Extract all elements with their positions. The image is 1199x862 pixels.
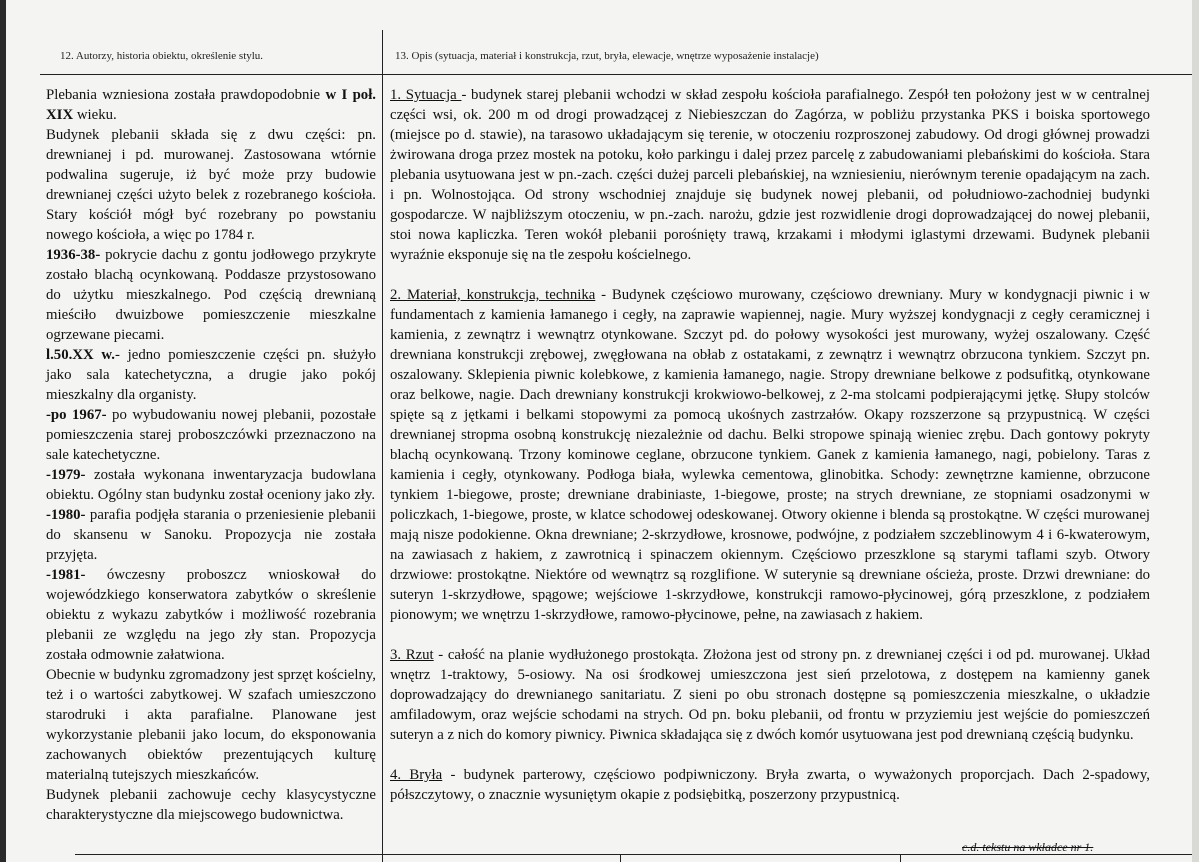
- history-date-label: -po 1967-: [46, 407, 107, 423]
- history-text: - jedno pomieszczenie części pn. służyło jako sala katechetyczna, a drugie jako pokój mieszkalny dla organisty.: [46, 347, 376, 403]
- history-text: wieku.: [73, 107, 117, 123]
- history-date-label: w I poł. XIX: [46, 87, 377, 123]
- history-text: Budynek plebanii składa się z dwu części: pn. drewnianej i pd. murowanej. Zastosowana wtórnie podwalina sugeruje, iż być może przy budowie drewnianej części użyto belek z rozebranego kościoła. Stary kościół mógł być rozebrany po powstaniu nowego kościoła, a więc po 1784 r.: [46, 127, 376, 243]
- section-spacer: [390, 625, 1150, 645]
- section-title: 3. Rzut: [390, 647, 434, 663]
- history-date-label: l.50.XX w.: [46, 347, 115, 363]
- history-paragraph: [46, 245, 376, 345]
- scan-right-edge: [1192, 0, 1199, 862]
- history-paragraph: [46, 565, 376, 665]
- description-section: [390, 765, 1150, 805]
- history-date-label: 1936-38-: [46, 247, 101, 263]
- header-rule-right: [383, 74, 1192, 75]
- section-body: - budynek starej plebanii wchodzi w skład zespołu kościoła parafialnego. Zespół ten położony jest w w centralnej części wsi, ok. 200 m od drogi prowadzącej z Niebieszczan do Zagórza, w pobliżu przystanka PKS i boiska sportowego (miejsce po d. stawie), na tarasowo układającym się terenie, w otoczeniu rozproszonej zabudowy. Od drogi głównej prowadzi żwirowana droga przez mostek na potoku, koło parkingu i dalej przez parcelę z zabudowaniami plebańskimi do kościoła. Stara plebania usytuowana jest w pn.-zach. części dużej parceli plebańskiej, na wzniesieniu, nierównym terenie opadającym na zach. i pn. Wolnostojąca. Od strony wschodniej znajduje się budynek nowej plebanii, od południowo-zachodniej budynki gospodarcze. W najbliższym otoczeniu, w pn.-zach. narożu, gdzie jest rozwidlenie drogi doprowadzającej do nowej plebanii, stoi nowa kapliczka. Teren wokół plebanii porośnięty trawą, krzakami i młodymi iglastymi drzewami. Budynek plebanii wyraźnie eksponuje się na tle zespołu kościelnego.: [390, 87, 1150, 263]
- history-text: Obecnie w budynku zgromadzony jest sprzęt kościelny, też i o wartości zabytkowej. W szafach umieszczono starodruki i akta parafialne. Planowane jest wykorzystanie plebanii jako locum, do eksponowania zachowanych obiektów prezentujących kulturę materialną tutejszych mieszkańców.: [46, 667, 376, 783]
- section-body: - całość na planie wydłużonego prostokąta. Złożona jest od strony pn. z drewnianej części i od pd. murowanej. Układ wnętrz 1-traktowy, 5-osiowy. Na osi środkowej umieszczona jest sień przelotowa, z dostępem na kamienny ganek doprowadzający do drewnianego sanitariatu. Z sieni po obu stronach dostępne są pomieszczenia mieszkalne, o układzie amfiladowym, oraz wejście schodami na strych. Od pn. boku plebanii, od frontu w przyziemiu jest wejście do pomieszczeń suteryn a z nich do komory piwnicy. Piwnica składająca się z dwóch komór usytuowana jest pod drewnianą częścią budynku.: [390, 647, 1150, 743]
- bottom-tick-1: [620, 854, 621, 862]
- section-body: - budynek parterowy, częściowo podpiwniczony. Bryła zwarta, o wyważonych proporcjach. Dach 2-spadowy, półszczytowy, o znacznie wysuniętym okapie z podsiębitką, poszerzony przypustnicą.: [390, 767, 1150, 803]
- history-paragraph: [46, 785, 376, 825]
- history-paragraph: [46, 405, 376, 465]
- history-text: pokrycie dachu z gontu jodłowego przykryte zostało blachą ocynkowaną. Poddasze przystosowano do użytku mieszkalnego. Pod częścią drewnianą mieściło dwuizbowe pomieszczenie mieszkalne ogrzewane piecami.: [46, 247, 376, 343]
- history-text: Budynek plebanii zachowuje cechy klasycystyczne charakterystyczne dla miejscowego budownictwa.: [46, 787, 376, 823]
- history-text-column: [46, 85, 376, 825]
- history-date-label: -1979-: [46, 467, 86, 483]
- description-section: [390, 285, 1150, 625]
- history-text: ówczesny proboszcz wnioskował do wojewódzkiego konserwatora zabytków o skreślenie obiektu z wykazu zabytków i możliwość rozebrania plebanii ze względu na jego zły stan. Propozycja została odmownie załatwiona.: [46, 567, 376, 663]
- history-paragraph: [46, 665, 376, 785]
- description-section: [390, 85, 1150, 265]
- history-text: Plebania wzniesiona została prawdopodobnie: [46, 87, 326, 103]
- left-column-header: 12. Autorzy, historia obiektu, określenie stylu.: [60, 50, 264, 62]
- right-column-header: 13. Opis (sytuacja, materiał i konstrukcja, rzut, bryła, elewacje, wnętrze wyposażenie instalacje): [395, 50, 819, 62]
- history-text: po wybudowaniu nowej plebanii, pozostałe pomieszczenia starej proboszczówki przeznaczono na sale katechetyczne.: [46, 407, 376, 463]
- history-text: została wykonana inwentaryzacja budowlana obiektu. Ogólny stan budynku został oceniony jako zły.: [46, 467, 376, 503]
- section-spacer: [390, 265, 1150, 285]
- section-spacer: [390, 745, 1150, 765]
- history-text: parafia podjęła starania o przeniesienie plebanii do skansenu w Sanoku. Propozycja nie została przyjęta.: [46, 507, 376, 563]
- header-rule-left: [40, 74, 382, 75]
- history-paragraph: [46, 505, 376, 565]
- description-section: [390, 645, 1150, 745]
- description-text-column: [390, 85, 1150, 805]
- scan-left-edge: [0, 0, 6, 862]
- section-body: - Budynek częściowo murowany, częściowo drewniany. Mury w kondygnacji piwnic i w fundamentach z kamienia łamanego i cegły, na zaprawie wapiennej, nagie. Mury wyższej kondygnacji z cegły ceramicznej i kamienia, z zewnątrz i wewnątrz otynkowane. Szczyt pd. do połowy wysokości jest murowany, wyżej oszalowany. Część drewniana konstrukcji zrębowej, zwęgłowana na obłab z ostatakami, z zewnątrz i wewnątrz obrzucona tynkiem. Szczyt pn. oszalowany. Sklepienia piwnic kolebkowe, z kamienia łamanego, nagie. Stropy drewniane belkowe z podsufitką, otynkowane oraz belkowe, nagie. Dach drewniany konstrukcji krokwiowo-belkowej, z 2-ma stolcami podpierającymi jętkę. Słupy stolców spięte są z jętkami i belkami stopowymi za pomocą ukośnych zastrzałów. Okapy rozszerzone są przypustnicą. W części drewnianej stropma osobną konstrukcję niezależnie od dachu. Belki stropowe spinają wieniec zrębu. Dach gontowy pokryty blachą ocynkowaną. Trzony kominowe ceglane, obrzucone tynkiem. Ganek z kamienia łamanego, nagi, pobielony. Taras z kamienia i cegły, otynkowany. Podłoga biała, wylewka cementowa, glinobitka. Schody: zewnętrzne kamienne, obrzucone tynkiem 1-biegowe, proste; drewniane drabiniaste, 1-biegowe, proste; na strych drewniane, ze stopniami osadzonymi w policzkach, 1-biegowe, proste, w klatce schodowej odeskowanej. Otwory okienne i blenda są prostokątne. W części murowanej mają nisze podokienne. Okna drewniane; 2-skrzydłowe, krosnowe, podwójne, z podziałem szczeblinowym 4 i 6-kwaterowym, na zawiasach z hakiem, z zawrotnicą i spinaczem okiennym. Częściowo przeszklone są starymi taflami szyb. Otwory drzwiowe: prostokątne. Niektóre od wewnątrz są rozglifione. W suterynie są drewniane ościeża, proste. Drzwi drewniane: do suteryn 1-skrzydłowe, spągowe; wejściowe 1-skrzydłowe, konstrukcji ramowo-płycinowej, górą przeszklone, z podziałem pionowym; we wnętrzu 1-skrzydłowe, ramowo-płycinowe, pełne, na zawiasach z hakiem.: [390, 287, 1150, 623]
- history-date-label: -1980-: [46, 507, 86, 523]
- history-paragraph: [46, 345, 376, 405]
- history-paragraph: [46, 125, 376, 245]
- bottom-tick-2: [900, 854, 901, 862]
- history-date-label: -1981-: [46, 567, 86, 583]
- continuation-note: c.d. tekstu na wkładce nr 1.: [962, 840, 1094, 854]
- column-divider: [382, 30, 383, 862]
- history-paragraph: [46, 465, 376, 505]
- section-title: 2. Materiał, konstrukcja, technika: [390, 287, 596, 303]
- history-paragraph: [46, 85, 376, 125]
- section-title: 1. Sytuacja: [390, 87, 462, 103]
- section-title: 4. Bryła: [390, 767, 443, 783]
